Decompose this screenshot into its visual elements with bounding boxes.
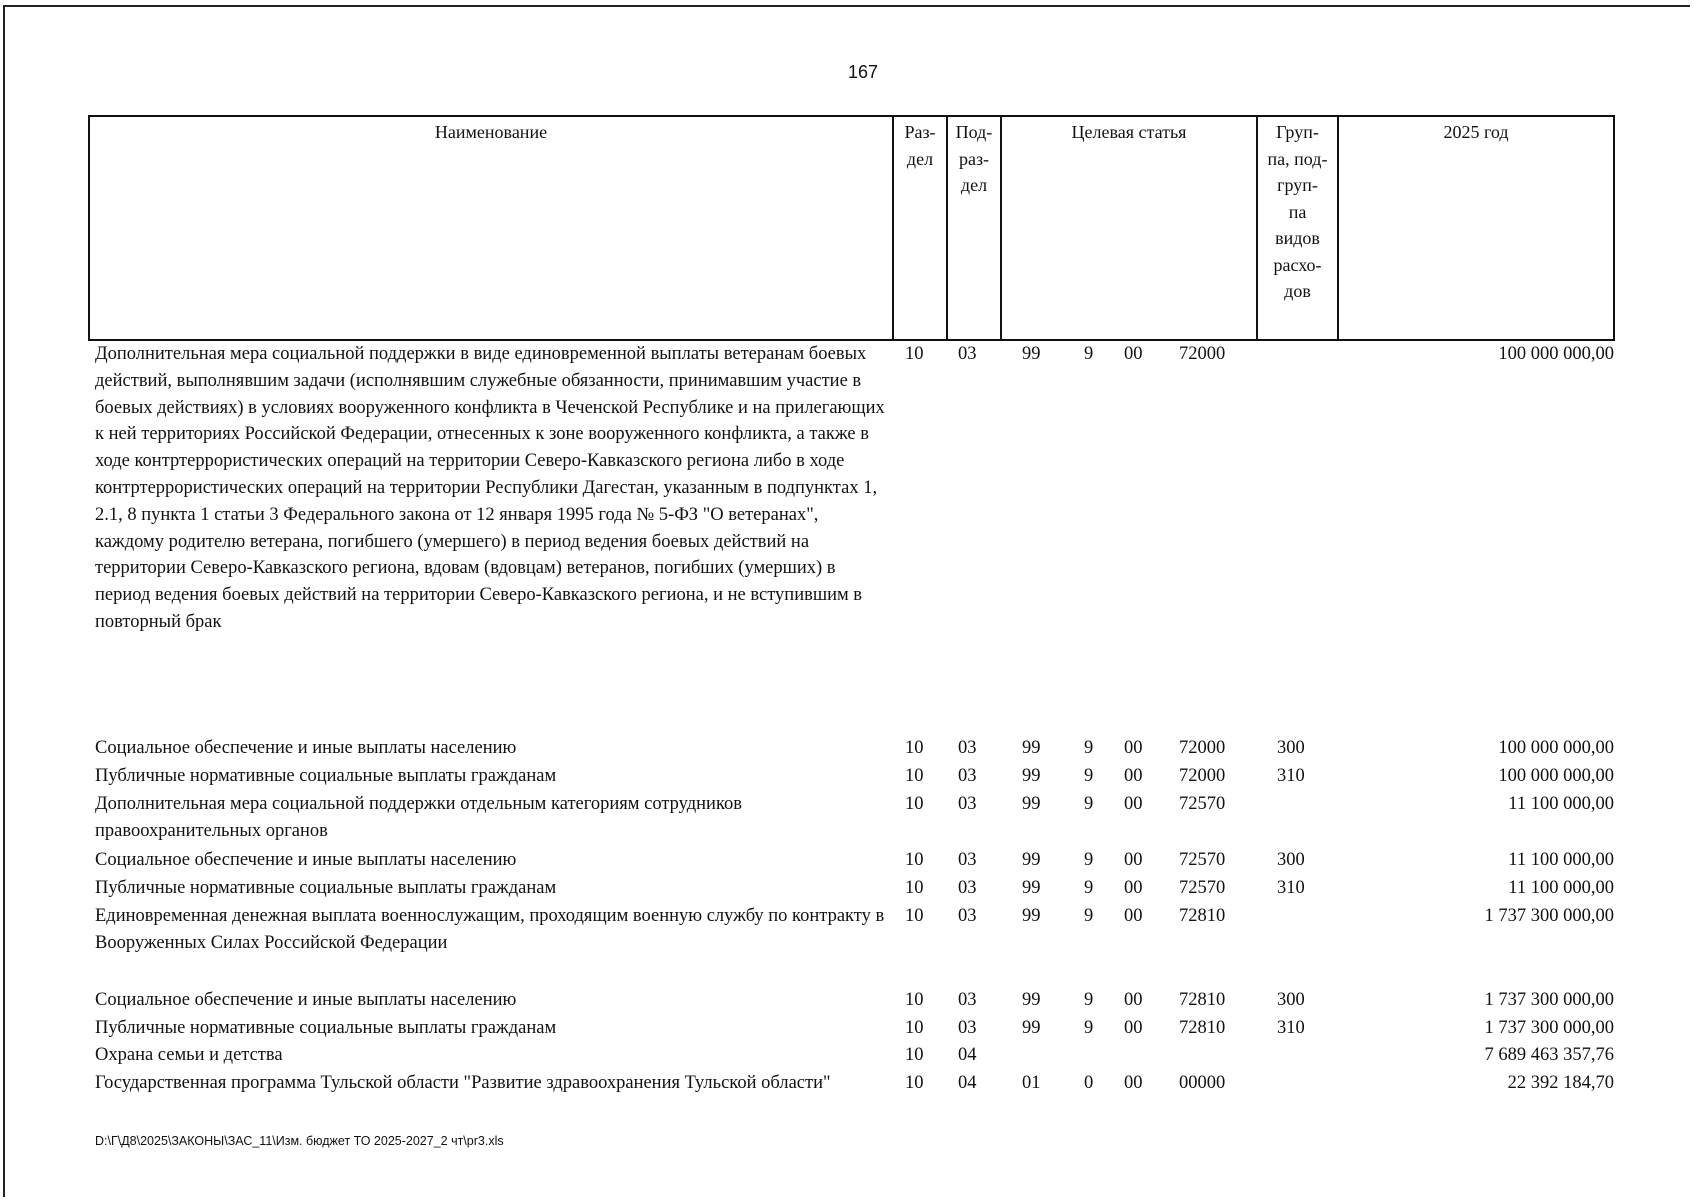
row-expense-group: 310 (1277, 1018, 1305, 1038)
row-podrazdel: 03 (958, 1018, 977, 1038)
header-target: Целевая статья (1000, 117, 1256, 339)
row-name: Государственная программа Тульской области "Развитие здравоохранения Тульской области" (95, 1073, 831, 1093)
row-target-code: 72570 (1179, 850, 1226, 870)
header-year: 2025 год (1337, 117, 1613, 339)
row-target-subprogram: 9 (1084, 794, 1094, 814)
row-podrazdel: 04 (958, 1045, 977, 1065)
row-target-program: 99 (1022, 850, 1041, 870)
header-name: Наименование (434, 122, 548, 142)
row-razdel: 10 (905, 794, 924, 814)
row-podrazdel: 03 (958, 906, 977, 926)
row-name: Социальное обеспечение и иные выплаты населению (95, 990, 517, 1010)
row-amount: 11 100 000,00 (1508, 850, 1614, 870)
header-group-line: Груп- (1276, 122, 1319, 142)
row-razdel: 10 (905, 906, 924, 926)
row-target-code: 72810 (1179, 1018, 1226, 1038)
row-expense-group: 310 (1277, 878, 1305, 898)
row-target-subprogram: 0 (1084, 1073, 1094, 1093)
row-razdel: 10 (905, 344, 924, 364)
row-target-subprogram: 9 (1084, 344, 1094, 364)
row-name: Социальное обеспечение и иные выплаты населению (95, 738, 517, 758)
row-razdel: 10 (905, 1018, 924, 1038)
row-razdel: 10 (905, 1073, 924, 1093)
row-target-direction: 00 (1124, 766, 1143, 786)
row-target-direction: 00 (1124, 344, 1143, 364)
header-group (1256, 117, 1337, 339)
row-target-code: 72000 (1179, 344, 1226, 364)
row-target-code: 72000 (1179, 766, 1226, 786)
row-target-program: 99 (1022, 1018, 1041, 1038)
row-target-direction: 00 (1124, 878, 1143, 898)
row-razdel: 10 (905, 878, 924, 898)
row-podrazdel: 03 (958, 738, 977, 758)
row-target-direction: 00 (1124, 738, 1143, 758)
row-podrazdel: 03 (958, 794, 977, 814)
header-razdel-line: дел (906, 148, 934, 169)
row-expense-group: 310 (1277, 766, 1305, 786)
row-target-program: 99 (1022, 344, 1041, 364)
row-amount: 1 737 300 000,00 (1484, 990, 1614, 1010)
row-name: Дополнительная мера социальной поддержки отдельным категориям сотрудников правоохранительных органов (95, 794, 742, 841)
row-name: Дополнительная мера социальной поддержки в виде единовременной выплаты ветеранам боевых действий, выполнявшим задачи (исполнявшим служебные обязанности, принимавшим участие в боевых действиях) в условиях вооруженного конфликта в Чеченской Республике и на прилегающих к ней территориях Российской Федерации, отнесенных к зоне вооруженного конфликта, а также в ходе контртеррористических операций на территории Северо-Кавказского региона либо в ходе контртеррористических операций на территории Республики Дагестан, указанным в подпунктах 1, 2.1, 8 пункта 1 статьи 3 Федерального закона от 12 января 1995 года № 5-ФЗ "О ветеранах", каждому родителю ветерана, погибшего (умершего) в период ведения боевых действий на территории Северо-Кавказского региона, вдовам (вдовцам) ветеранов, погибших (умерших) в период ведения боевых действий на территории Северо-Кавказского региона, и не вступившим в повторный брак (95, 344, 885, 632)
row-podrazdel: 03 (958, 766, 977, 786)
row-amount: 1 737 300 000,00 (1484, 906, 1614, 926)
row-amount: 22 392 184,70 (1507, 1073, 1614, 1093)
row-target-direction: 00 (1124, 906, 1143, 926)
row-name: Единовременная денежная выплата военнослужащим, проходящим военную службу по контракту в Вооруженных Силах Российской Федерации (95, 906, 885, 953)
row-target-code: 72570 (1179, 794, 1226, 814)
row-expense-group: 300 (1277, 850, 1305, 870)
page-number: 167 (848, 62, 879, 82)
row-podrazdel: 03 (958, 878, 977, 898)
table-header (88, 115, 1615, 341)
row-podrazdel: 03 (958, 990, 977, 1010)
row-amount: 7 689 463 357,76 (1484, 1045, 1614, 1065)
row-target-subprogram: 9 (1084, 738, 1094, 758)
row-target-program: 99 (1022, 990, 1041, 1010)
row-target-direction: 00 (1124, 990, 1143, 1010)
row-podrazdel: 04 (958, 1073, 977, 1093)
row-target-program: 01 (1022, 1073, 1041, 1093)
row-amount: 100 000 000,00 (1498, 344, 1614, 364)
row-target-program: 99 (1022, 878, 1041, 898)
header-razdel (892, 117, 946, 339)
header-group-line: па (1288, 201, 1307, 222)
row-target-code: 72000 (1179, 738, 1226, 758)
row-target-direction: 00 (1124, 1018, 1143, 1038)
row-target-subprogram: 9 (1084, 766, 1094, 786)
header-razdel-line: Раз- (904, 122, 936, 142)
row-podrazdel: 03 (958, 850, 977, 870)
row-target-code: 00000 (1179, 1073, 1226, 1093)
row-amount: 100 000 000,00 (1498, 738, 1614, 758)
row-target-program: 99 (1022, 794, 1041, 814)
row-amount: 11 100 000,00 (1508, 794, 1614, 814)
row-target-program: 99 (1022, 766, 1041, 786)
row-amount: 100 000 000,00 (1498, 766, 1614, 786)
row-target-code: 72810 (1179, 906, 1226, 926)
row-target-program: 99 (1022, 738, 1041, 758)
row-target-direction: 00 (1124, 794, 1143, 814)
row-name: Публичные нормативные социальные выплаты гражданам (95, 878, 557, 898)
row-razdel: 10 (905, 766, 924, 786)
header-podrazdel-line: дел (960, 175, 988, 195)
row-razdel: 10 (905, 850, 924, 870)
header-group-line: дов (1284, 281, 1311, 301)
header-group-line: груп- (1277, 175, 1318, 195)
row-target-subprogram: 9 (1084, 990, 1094, 1010)
row-name: Публичные нормативные социальные выплаты гражданам (95, 766, 557, 786)
row-amount: 1 737 300 000,00 (1484, 1018, 1614, 1038)
row-name: Публичные нормативные социальные выплаты гражданам (95, 1018, 557, 1038)
row-target-direction: 00 (1124, 1073, 1143, 1093)
row-name: Охрана семьи и детства (95, 1045, 283, 1065)
header-group-line: расхо- (1273, 254, 1322, 275)
row-razdel: 10 (905, 738, 924, 758)
row-target-code: 72570 (1179, 878, 1226, 898)
footer-file-path: D:\Г\Д8\2025\ЗАКОНЫ\ЗАС_11\Изм. бюджет ТО 2025-2027_2 чт\pr3.xls (95, 1134, 504, 1148)
header-group-line: видов (1275, 228, 1320, 248)
row-expense-group: 300 (1277, 738, 1305, 758)
row-target-subprogram: 9 (1084, 850, 1094, 870)
row-razdel: 10 (905, 1045, 924, 1065)
row-podrazdel: 03 (958, 344, 977, 364)
row-expense-group: 300 (1277, 990, 1305, 1010)
row-razdel: 10 (905, 990, 924, 1010)
row-amount: 11 100 000,00 (1508, 878, 1614, 898)
row-target-subprogram: 9 (1084, 878, 1094, 898)
row-target-direction: 00 (1124, 850, 1143, 870)
header-podrazdel-line: раз- (958, 148, 990, 169)
row-target-subprogram: 9 (1084, 906, 1094, 926)
row-target-code: 72810 (1179, 990, 1226, 1010)
header-podrazdel (946, 117, 1000, 339)
header-group-line: па, под- (1267, 148, 1328, 169)
row-target-subprogram: 9 (1084, 1018, 1094, 1038)
row-name: Социальное обеспечение и иные выплаты населению (95, 850, 517, 870)
header-podrazdel-line: Под- (955, 122, 993, 142)
row-target-program: 99 (1022, 906, 1041, 926)
